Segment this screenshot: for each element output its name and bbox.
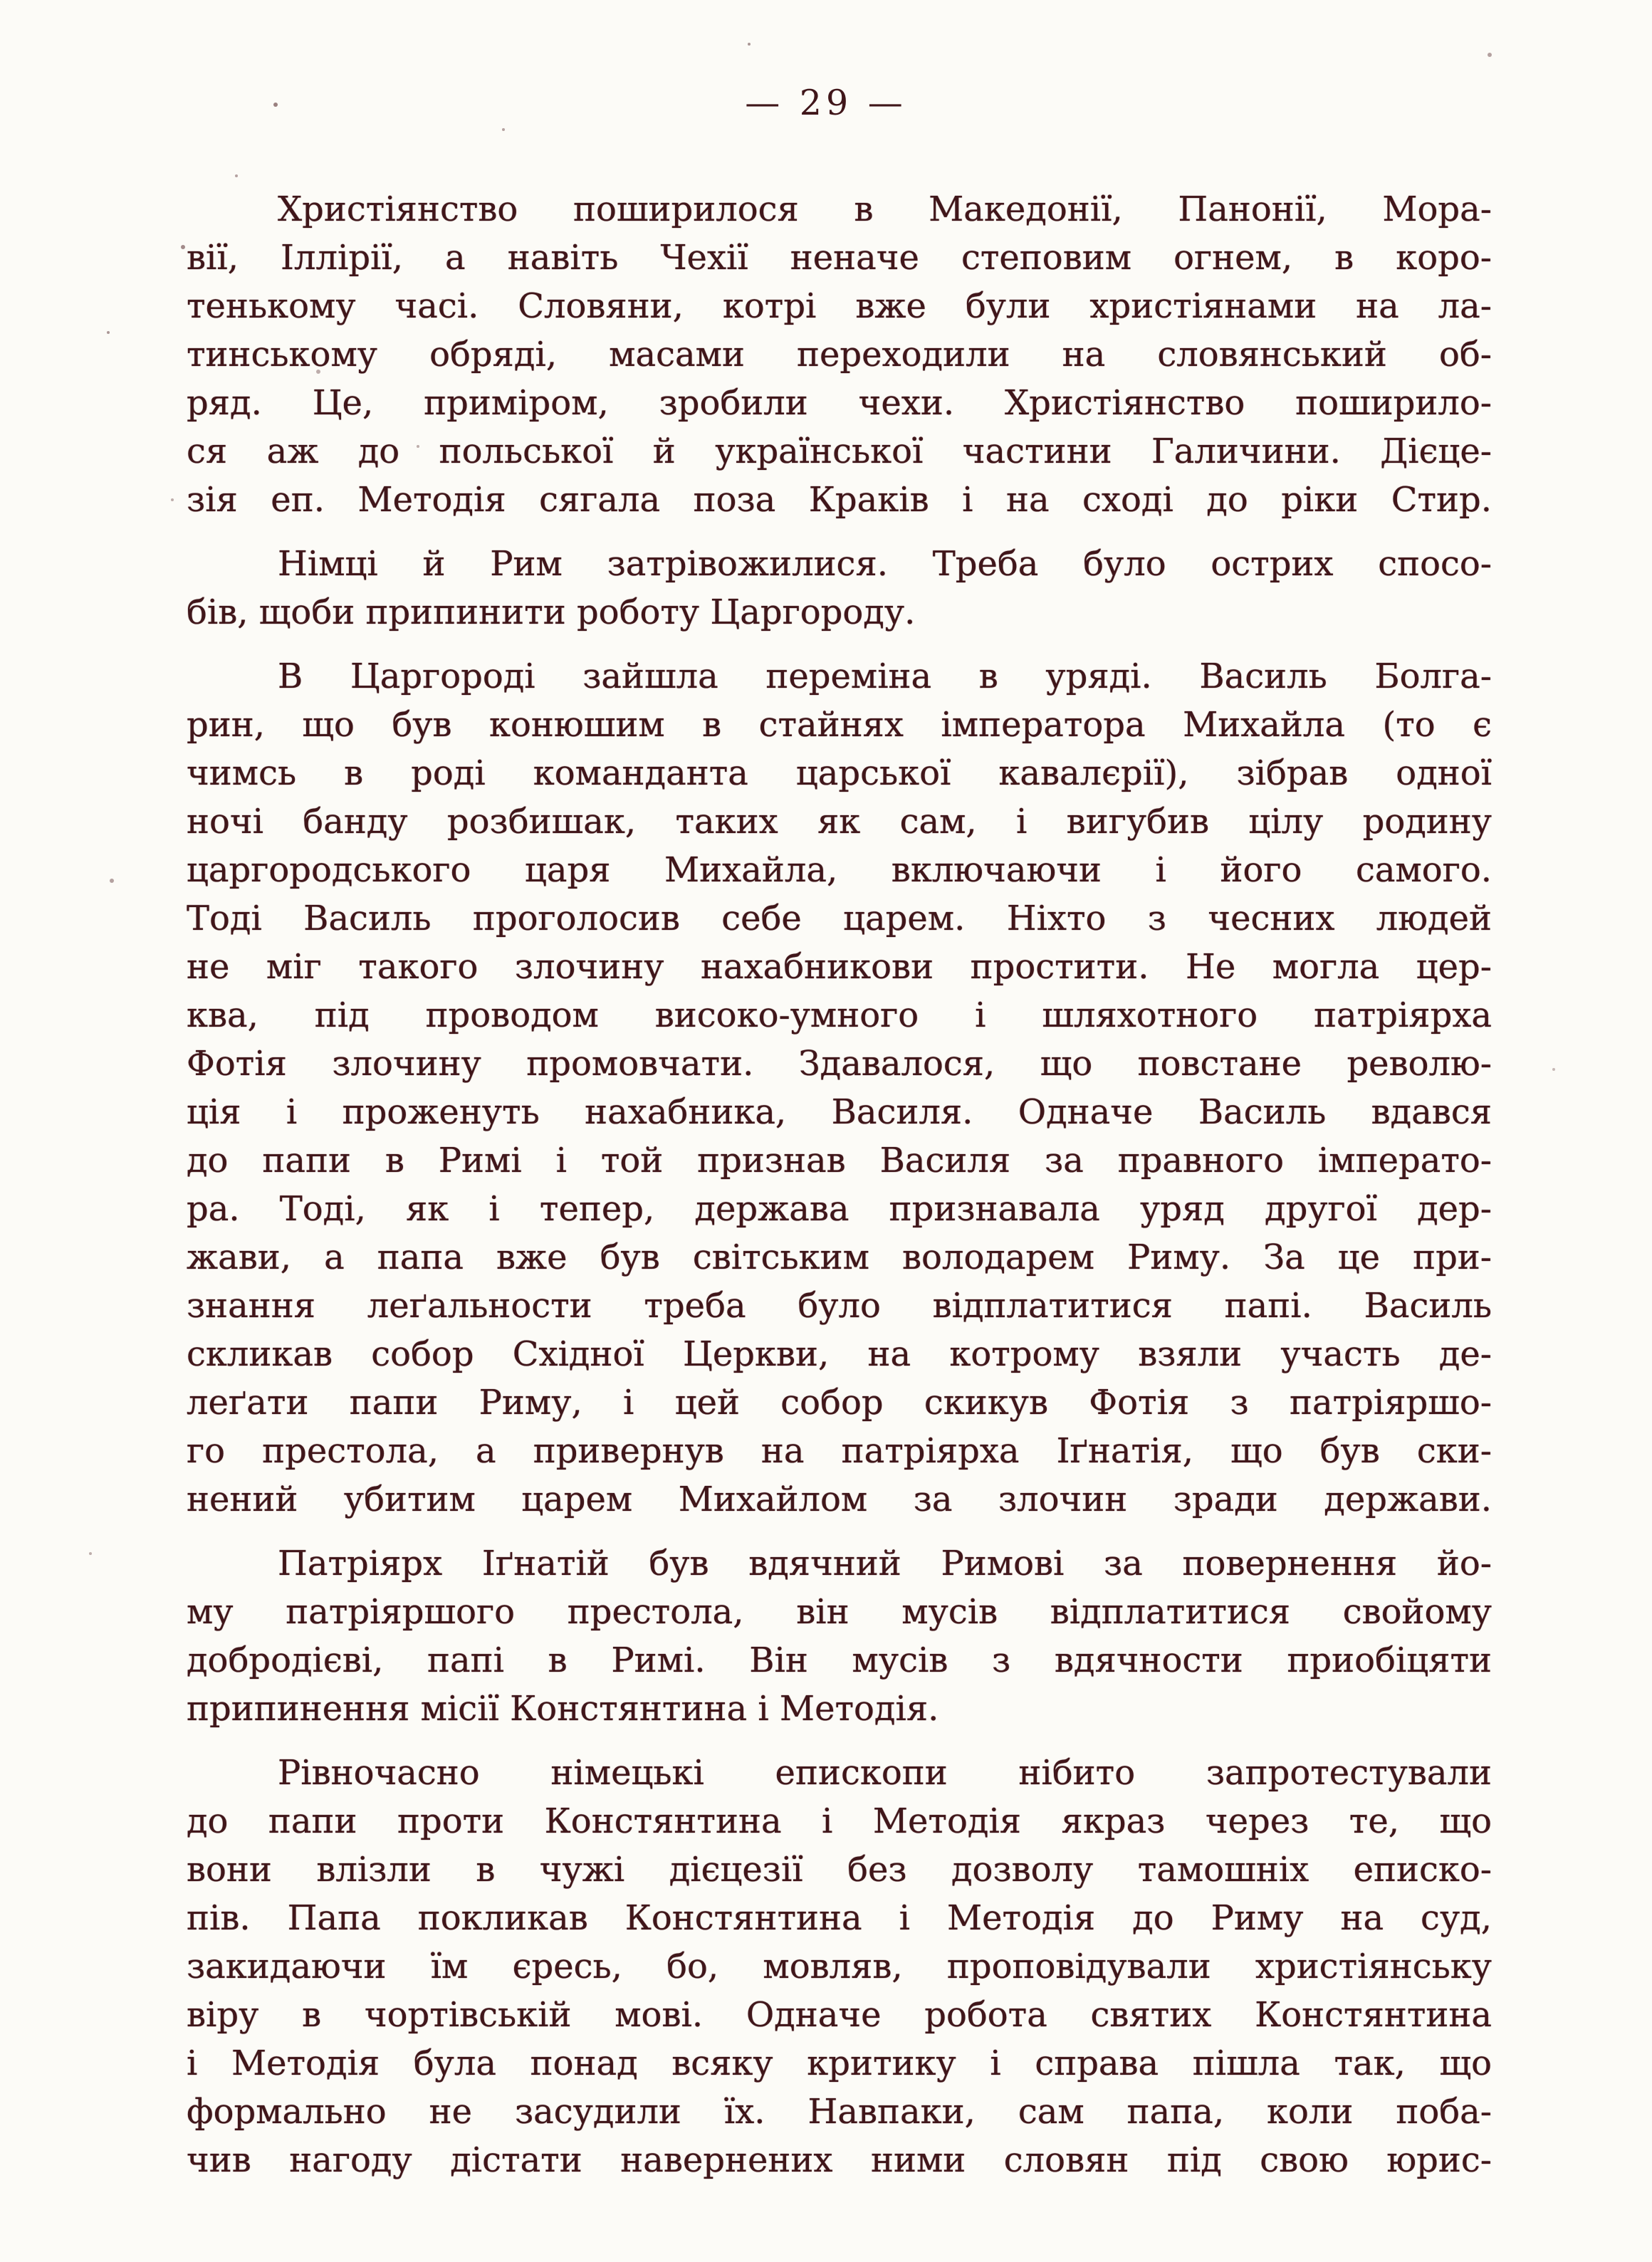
text-line: вії, Іллірії, а навіть Чехії неначе степовим огнем, в коро- xyxy=(187,238,1492,278)
text-line: ряд. Це, приміром, зробили чехи. Христіянство поширило- xyxy=(187,383,1492,423)
paragraph xyxy=(187,1539,1492,1733)
text-line: В Царгороді зайшла переміна в уряді. Василь Болга- xyxy=(278,656,1492,696)
text-line: царгородського царя Михайла, включаючи і його самого. xyxy=(187,850,1492,890)
text-line: тинському обряді, масами переходили на словянський об- xyxy=(187,335,1492,375)
text-line: пів. Папа покликав Констянтина і Методія до Риму на суд, xyxy=(187,1898,1492,1938)
text-line: до папи в Римі і той признав Василя за правного імперато- xyxy=(187,1141,1492,1180)
text-line: зія еп. Методія сягала поза Краків і на сході до ріки Стир. xyxy=(187,480,1492,520)
text-line: ція і проженуть нахабника, Василя. Одначе Василь вдався xyxy=(187,1092,1492,1132)
text-line: не міг такого злочину нахабникови простити. Не могла цер- xyxy=(187,947,1492,987)
text-line: вони влізли в чужі дієцезії без дозволу тамошніх еписко- xyxy=(187,1850,1492,1890)
text-line: ночі банду розбишак, таких як сам, і вигубив цілу родину xyxy=(187,802,1492,842)
text-line: віру в чортівській мові. Одначе робота святих Констянтина xyxy=(187,1995,1492,2035)
text-line: тенькому часі. Словяни, котрі вже були христіянами на ла- xyxy=(187,286,1492,326)
text-line: чив нагоду дістати навернених ними словян під свою юрис- xyxy=(187,2140,1492,2180)
paragraph xyxy=(187,540,1492,637)
text-line: чимсь в роді команданта царської кавалєрії), зібрав одної xyxy=(187,753,1492,793)
text-line: скликав собор Східної Церкви, на котрому взяли участь де- xyxy=(187,1334,1492,1374)
text-line: припинення місії Констянтина і Методія. xyxy=(187,1689,939,1729)
paragraph xyxy=(187,652,1492,1524)
text-line: Фотія злочину промовчати. Здавалося, що повстане револю- xyxy=(187,1044,1492,1084)
text-line: рин, що був конюшим в стайнях імператора Михайла (то є xyxy=(187,705,1492,745)
text-line: ра. Тоді, як і тепер, держава признавала уряд другої дер- xyxy=(187,1189,1492,1229)
text-line: знання леґальности треба було відплатитися папі. Василь xyxy=(187,1286,1492,1326)
text-line: леґати папи Риму, і цей собор скикув Фотія з патріяршо- xyxy=(187,1383,1492,1423)
text-line: жави, а папа вже був світським володарем Риму. За це при- xyxy=(187,1237,1492,1277)
text-line: Патріярх Іґнатій був вдячний Римові за повернення йо- xyxy=(278,1544,1492,1583)
text-line: Тоді Василь проголосив себе царем. Ніхто з чесних людей xyxy=(187,899,1492,938)
text-line: Німці й Рим затрівожилися. Треба було острих спосо- xyxy=(278,544,1492,584)
text-line: Рівночасно німецькі епископи нібито запротестували xyxy=(278,1753,1492,1793)
text-line: добродієві, папі в Римі. Він мусів з вдячности приобіцяти xyxy=(187,1640,1492,1680)
text-line: бів, щоби припинити роботу Царгороду. xyxy=(187,592,916,632)
page-number: — 29 — xyxy=(745,83,907,123)
text-line: му патріяршого престола, він мусів відплатитися свойому xyxy=(187,1592,1492,1632)
text-line: до папи проти Констянтина і Методія якраз через те, що xyxy=(187,1801,1492,1841)
text-line: закидаючи їм єресь, бо, мовляв, проповідували христіянську xyxy=(187,1947,1492,1986)
text-line: формально не засудили їх. Навпаки, сам папа, коли поба- xyxy=(187,2092,1492,2132)
text-line: го престола, а привернув на патріярха Іґнатія, що був ски- xyxy=(187,1431,1492,1471)
paragraph xyxy=(187,185,1492,524)
text-line: ся аж до польської й української частини Галичини. Дієце- xyxy=(187,431,1492,471)
text-line: ква, під проводом високо-умного і шляхотного патріярха xyxy=(187,995,1492,1035)
paragraph xyxy=(187,1749,1492,2184)
text-body xyxy=(187,185,1492,2184)
text-line: і Методія була понад всяку критику і справа пішла так, що xyxy=(187,2043,1492,2083)
text-line: Христіянство поширилося в Македонії, Панонії, Мора- xyxy=(278,189,1492,229)
text-line: нений убитим царем Михайлом за злочин зради держави. xyxy=(187,1480,1492,1519)
